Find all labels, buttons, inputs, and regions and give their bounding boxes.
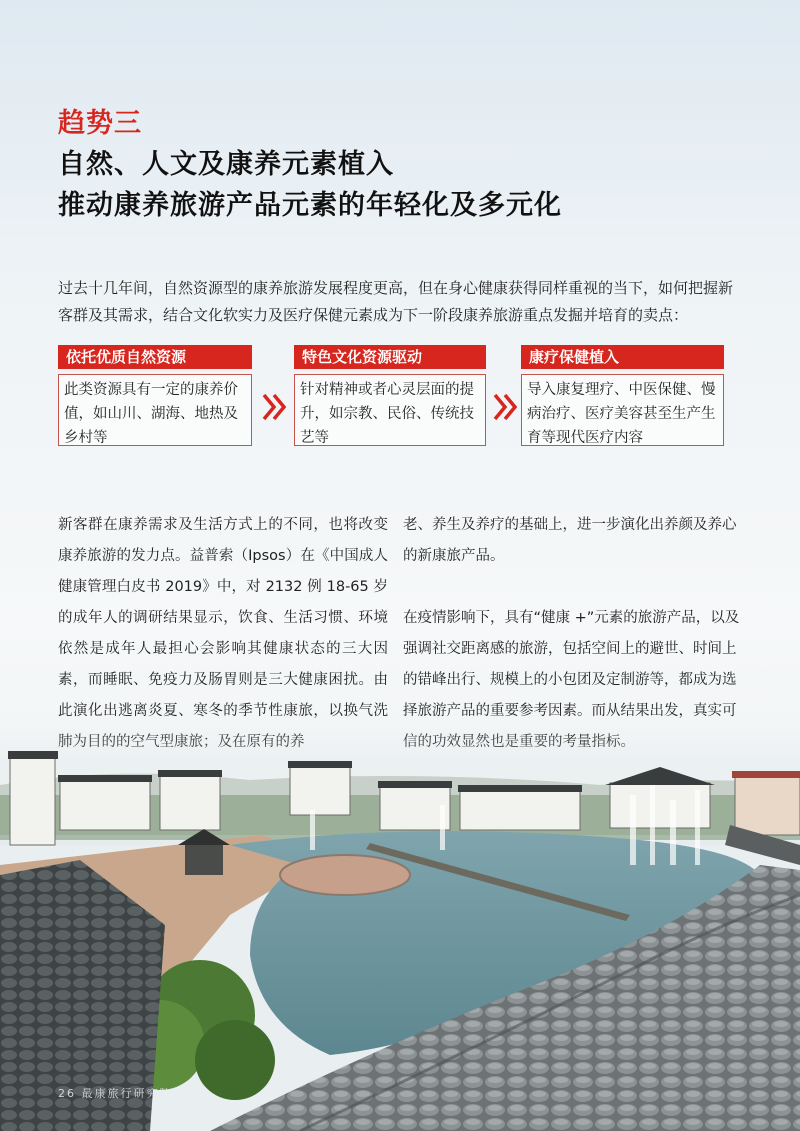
intro-paragraph: 过去十几年间，自然资源型的康养旅游发展程度更高，但在身心健康获得同样重视的当下，如何把握新客群及其需求，结合文化软实力及医疗保健元素成为下一阶段康养旅游重点发掘并培育的卖点： [58,279,734,324]
double-chevron-right-icon [493,392,519,422]
page-footer [58,1085,173,1101]
column-text: 导入康复理疗、中医保健、慢病治疗、医疗美容甚至生产生育等现代医疗内容 [521,374,724,446]
column-heading: 依托优质自然资源 [58,345,252,369]
double-chevron-right-icon [262,392,288,422]
scenic-town-photo [0,725,800,1131]
body-paragraph: 新客群在康养需求及生活方式上的不同，也将改变康养旅游的发力点。益普索（Ipsos）在《中国成人健康管理白皮书 2019》中，对 2132 例 18-65 岁的成年人的调研结果显示，饮食、生活习惯、环境依然是成年人最担心会影响其健康状态的三大因素，而睡眠、免疫力及肠胃则是三大健康困扰。由此演化出逃离炎夏、寒冬的季节性康旅，以换气洗 [58,517,388,719]
section-tag: 趋势三 [58,108,142,139]
column-heading: 康疗保健植入 [521,345,724,369]
page-number: 26 [58,1087,76,1100]
body-right-column [403,510,745,758]
column-heading: 特色文化资源驱动 [294,345,486,369]
column-text: 针对精神或者心灵层面的提升，如宗教、民俗、传统技艺等 [294,374,486,446]
footer-label: 最康旅行研究院 [81,1087,173,1100]
column-healthcare [521,345,724,446]
column-cultural-resources [294,345,486,446]
body-paragraph: 在疫情影响下，具有“健康 +”元素的旅游产品，以及强调社交距离感的旅游，包括空间上的避世、时间上的错峰出行、规模上的小包团及定制游等，都成为选择旅游产品的重要参考因素。而从结果出发，真实可 [403,610,740,719]
body-paragraph: 老、养生及养疗的基础上，进一步演化出养颜及养心的新康旅产品。 [403,517,737,564]
title-line-2: 推动康养旅游产品元素的年轻化及多元化 [58,190,562,221]
column-text: 此类资源具有一定的康养价值，如山川、湖海、地热及乡村等 [58,374,252,446]
title-line-1: 自然、人文及康养元素植入 [58,149,394,180]
column-natural-resources [58,345,252,446]
body-left-column [58,510,388,758]
